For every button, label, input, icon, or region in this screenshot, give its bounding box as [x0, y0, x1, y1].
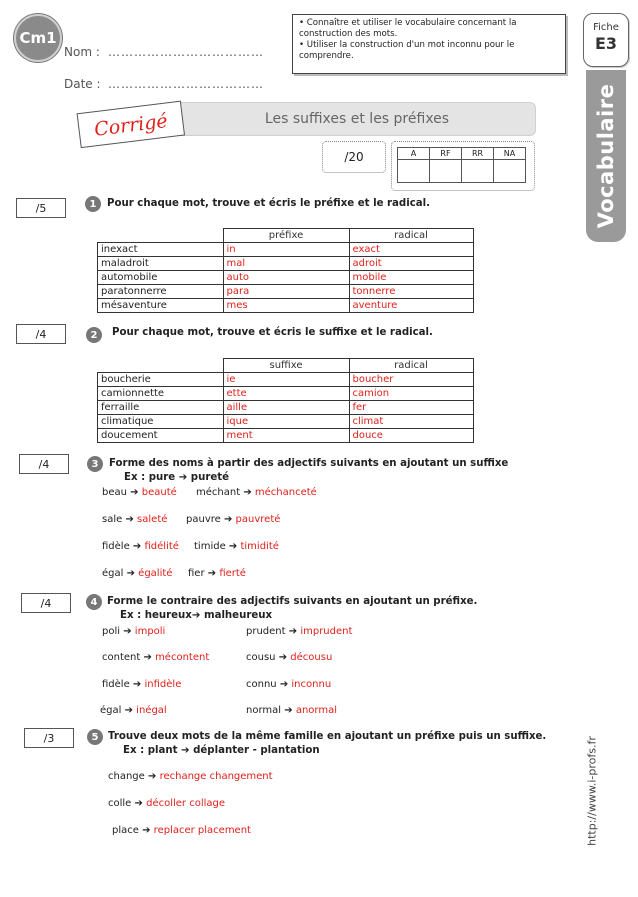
answer-cell: aille	[223, 401, 349, 415]
exercise-1-instruction: Pour chaque mot, trouve et écris le préfixe et le radical.	[107, 198, 430, 209]
answer-cell: adroit	[349, 257, 473, 271]
header-prefixe: préfixe	[223, 229, 349, 243]
table-row	[98, 373, 474, 387]
total-score-box	[322, 141, 386, 173]
exercise-3-number: 3	[87, 456, 103, 472]
eval-rf-cell[interactable]	[430, 160, 462, 183]
table-row	[98, 387, 474, 401]
answer-cell: fer	[349, 401, 473, 415]
page-title: Les suffixes et les préfixes	[264, 111, 450, 127]
eval-rr: RR	[462, 148, 494, 160]
eval-a-cell[interactable]	[398, 160, 430, 183]
word-cell: inexact	[98, 243, 224, 257]
answer-cell: in	[223, 243, 349, 257]
answer-cell: mal	[223, 257, 349, 271]
answer-cell: boucher	[349, 373, 473, 387]
table-row	[98, 401, 474, 415]
list-item: connu ➔ inconnu	[246, 679, 332, 690]
answer-cell: climat	[349, 415, 473, 429]
list-item: content ➔ mécontent	[102, 652, 210, 663]
list-item: sale ➔ saleté	[102, 514, 168, 525]
exercise-2-table	[97, 358, 474, 443]
exercise-1-table	[97, 228, 474, 313]
name-field[interactable]: ………………………………	[108, 45, 264, 59]
eval-na-cell[interactable]	[494, 160, 526, 183]
answer-cell: tonnerre	[349, 285, 473, 299]
list-item: fidèle ➔ fidélité	[102, 541, 179, 552]
word-cell: doucement	[98, 429, 224, 443]
exercise-4-number: 4	[86, 594, 102, 610]
word-cell: mésaventure	[98, 299, 224, 313]
list-item: égal ➔ égalité	[102, 568, 173, 579]
level-label: Cm1	[19, 29, 57, 47]
answer-cell: mobile	[349, 271, 473, 285]
exercise-5-example: Ex : plant ➔ déplanter - plantation	[123, 745, 320, 756]
exercise-4-score: /4	[21, 593, 71, 613]
answer-cell: douce	[349, 429, 473, 443]
table-row	[98, 243, 474, 257]
list-item: place ➔ replacer placement	[112, 825, 251, 836]
header-radical: radical	[349, 229, 473, 243]
exercise-2-number: 2	[86, 327, 102, 343]
word-cell: ferraille	[98, 401, 224, 415]
exercise-1-number: 1	[85, 196, 101, 212]
word-cell: boucherie	[98, 373, 224, 387]
answer-cell: auto	[223, 271, 349, 285]
list-item: beau ➔ beauté	[102, 487, 177, 498]
name-label: Nom :	[64, 45, 100, 59]
exercise-3-score: /4	[19, 454, 69, 474]
website-link[interactable]	[582, 728, 602, 853]
eval-na: NA	[494, 148, 526, 160]
table-row	[98, 271, 474, 285]
exercise-2-score: /4	[16, 324, 66, 344]
answer-cell: ette	[223, 387, 349, 401]
word-cell: automobile	[98, 271, 224, 285]
list-item: change ➔ rechange changement	[108, 771, 273, 782]
word-cell: maladroit	[98, 257, 224, 271]
list-item: méchant ➔ méchanceté	[196, 487, 317, 498]
list-item: cousu ➔ décousu	[246, 652, 333, 663]
objective-1: • Connaître et utiliser le vocabulaire concernant la construction des mots.	[299, 18, 517, 39]
list-item: égal ➔ inégal	[100, 705, 167, 716]
table-row	[98, 285, 474, 299]
exercise-5-score: /3	[24, 728, 74, 748]
fiche-tag	[583, 13, 629, 67]
eval-rf: RF	[430, 148, 462, 160]
answer-cell: camion	[349, 387, 473, 401]
table-row	[98, 257, 474, 271]
fiche-code: E3	[594, 34, 618, 53]
objectives-box	[292, 14, 566, 74]
title-band	[178, 102, 536, 136]
date-label: Date :	[64, 77, 101, 91]
answer-cell: para	[223, 285, 349, 299]
table-row	[98, 415, 474, 429]
list-item: poli ➔ impoli	[102, 626, 166, 637]
fiche-label: Fiche	[593, 22, 619, 33]
table-row	[98, 299, 474, 313]
answer-cell: ment	[223, 429, 349, 443]
word-cell: paratonnerre	[98, 285, 224, 299]
answer-cell: ique	[223, 415, 349, 429]
word-cell: camionnette	[98, 387, 224, 401]
exercise-1-score: /5	[16, 198, 66, 218]
list-item: normal ➔ anormal	[246, 705, 337, 716]
list-item: pauvre ➔ pauvreté	[186, 514, 281, 525]
list-item: fidèle ➔ infidèle	[102, 679, 182, 690]
exercise-4-example: Ex : heureux➔ malheureux	[120, 610, 273, 621]
evaluation-grid	[391, 141, 535, 191]
date-field[interactable]: ………………………………	[108, 77, 264, 91]
exercise-3-instruction: Forme des noms à partir des adjectifs suivants en ajoutant un suffixe	[109, 458, 509, 469]
header-radical: radical	[349, 359, 473, 373]
total-score: /20	[344, 150, 364, 164]
header-suffixe: suffixe	[223, 359, 349, 373]
list-item: fier ➔ fierté	[188, 568, 246, 579]
corrige-text: Corrigé	[93, 109, 169, 141]
exercise-5-instruction: Trouve deux mots de la même famille en ajoutant un préfixe puis un suffixe.	[108, 731, 547, 742]
exercise-5-number: 5	[87, 729, 103, 745]
list-item: prudent ➔ imprudent	[246, 626, 353, 637]
website-text: http://www.i-profs.fr	[585, 735, 599, 846]
eval-rr-cell[interactable]	[462, 160, 494, 183]
level-badge	[14, 14, 62, 62]
word-cell: climatique	[98, 415, 224, 429]
corrige-stamp	[76, 100, 186, 149]
answer-cell: exact	[349, 243, 473, 257]
eval-a: A	[398, 148, 430, 160]
answer-cell: ie	[223, 373, 349, 387]
exercise-2-instruction: Pour chaque mot, trouve et écris le suffixe et le radical.	[112, 327, 433, 338]
table-row	[98, 429, 474, 443]
subject-label: Vocabulaire	[594, 83, 618, 229]
exercise-4-instruction: Forme le contraire des adjectifs suivants en ajoutant un préfixe.	[107, 596, 478, 607]
objective-2: • Utiliser la construction d'un mot inconnu pour le comprendre.	[299, 40, 515, 61]
list-item: colle ➔ décoller collage	[108, 798, 226, 809]
subject-tab	[586, 70, 626, 242]
exercise-3-example: Ex : pure ➔ pureté	[124, 472, 230, 483]
list-item: timide ➔ timidité	[194, 541, 279, 552]
answer-cell: aventure	[349, 299, 473, 313]
answer-cell: mes	[223, 299, 349, 313]
